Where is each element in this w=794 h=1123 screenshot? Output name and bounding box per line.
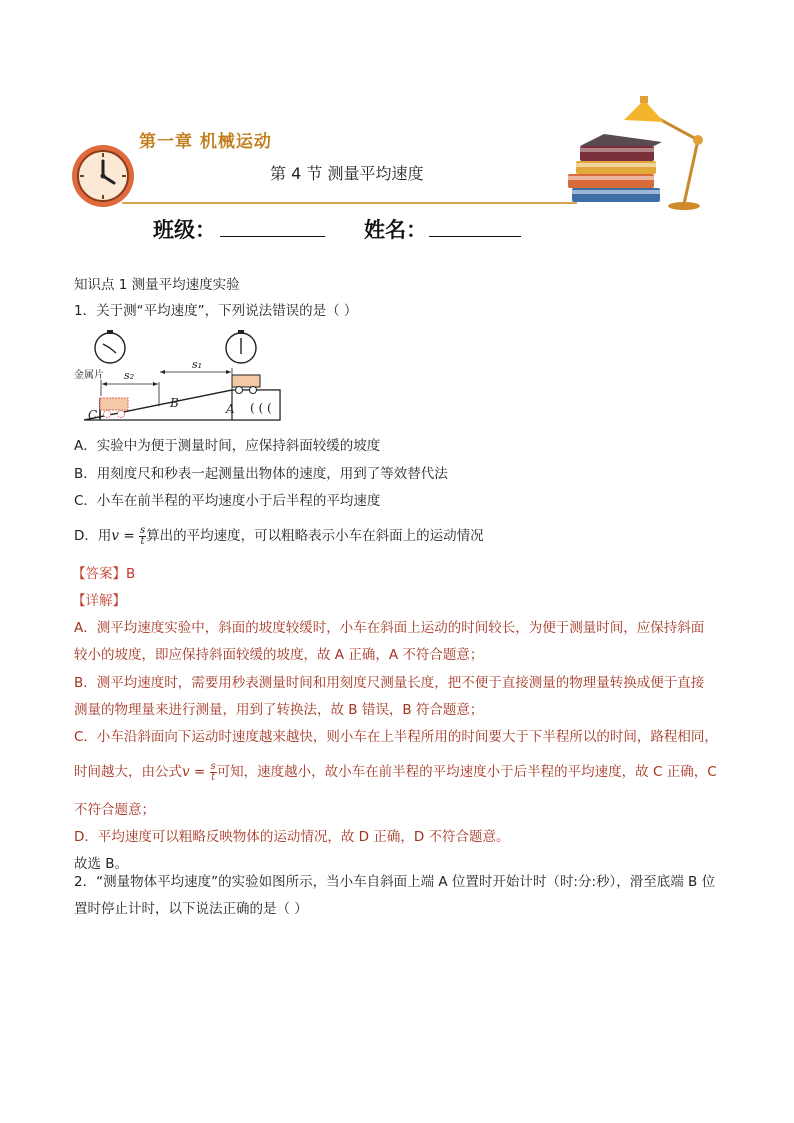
detail-b-line1: B．测平均速度时，需要用秒表测量时间和用刻度尺测量长度，把不便于直接测量的物理量转换成便于直接 [74,675,705,691]
s2-label: s₂ [124,369,135,382]
answer-line [72,564,135,584]
point-a-label: A [226,402,235,416]
option-d[interactable] [74,521,484,551]
detail-c-prefix: 时间越大，由公式 [74,764,182,780]
point-c-label: C [88,408,98,422]
stopwatch-icon [95,330,125,363]
knowledge-point-heading: 知识点 1 测量平均速度实验 [74,277,240,293]
answer-label: 【答案】 [72,566,126,582]
clock-icon [70,143,136,209]
question-2-line1: 2．“测量物体平均速度”的实验如图所示，当小车自斜面上端 A 位置时开始计时（时:分:秒），滑至底端 B 位 [74,874,716,890]
name-label: 姓名： [364,217,427,242]
point-b-label: B [170,396,179,410]
formula-eq: = [119,528,139,544]
section-title: 第 4 节 测量平均速度 [270,164,424,183]
detail-a-line2: 较小的坡度，即应保持斜面较缓的坡度，故 A 正确，A 不符合题意； [74,647,484,663]
class-field[interactable] [220,236,325,237]
conclusion: 故选 B。 [74,856,129,872]
formula-v: v [182,764,190,780]
question-2-line2: 置时停止计时，以下说法正确的是（ ） [74,901,308,917]
answer-value: B [126,566,136,582]
formula-fraction [210,762,217,783]
detail-c-line1: C．小车沿斜面向下运动时速度越来越快，则小车在上半程所用的时间要大于下半程所以的时间，路程相同， [74,729,718,745]
detail-b-line2: 测量的物理量来进行测量，用到了转换法，故 B 错误，B 符合题意； [74,702,484,718]
header-divider [122,202,577,204]
option-c[interactable]: C．小车在前半程的平均速度小于后半程的平均速度 [74,493,381,509]
option-b[interactable]: B．用刻度尺和秒表一起测量出物体的速度，用到了等效替代法 [74,466,448,482]
metal-plate-label: 金属片 [74,370,104,381]
detail-label: 【详解】 [72,593,126,609]
detail-c-suffix: 可知，速度越小，故小车在前半程的平均速度小于后半程的平均速度，故 C 正确，C [216,764,717,780]
stopwatch-icon [226,330,256,363]
detail-d-line: D．平均速度可以粗略反映物体的运动情况，故 D 正确，D 不符合题意。 [74,829,510,845]
formula-numerator: s [210,760,216,772]
name-field[interactable] [429,236,521,237]
detail-a-line1: A．测平均速度实验中，斜面的坡度较缓时，小车在斜面上运动的时间较长，为便于测量时间，应保持斜面 [74,620,705,636]
chapter-title: 第一章 机械运动 [139,132,272,152]
detail-c-line2 [74,757,717,787]
class-label: 班级： [153,217,216,242]
detail-c-line3: 不符合题意； [74,802,155,818]
formula-v: v [111,528,120,544]
books-lamp-illustration [566,92,706,214]
option-d-prefix: D．用 [74,528,112,544]
formula-denominator: t [211,771,216,783]
s1-label: s₁ [192,358,203,371]
option-a[interactable]: A．实验中为便于测量时间，应保持斜面较缓的坡度 [74,438,381,454]
svg-text:( ( (: ( ( ( [250,401,272,415]
incline-experiment-figure [72,328,286,426]
option-d-suffix: 算出的平均速度，可以粗略表示小车在斜面上的运动情况 [146,528,484,544]
formula-eq: = [189,764,210,780]
question-1-stem: 1．关于测“平均速度”，下列说法错误的是（ ） [74,303,358,319]
formula-denominator: t [140,535,145,547]
formula-numerator: s [139,524,146,536]
